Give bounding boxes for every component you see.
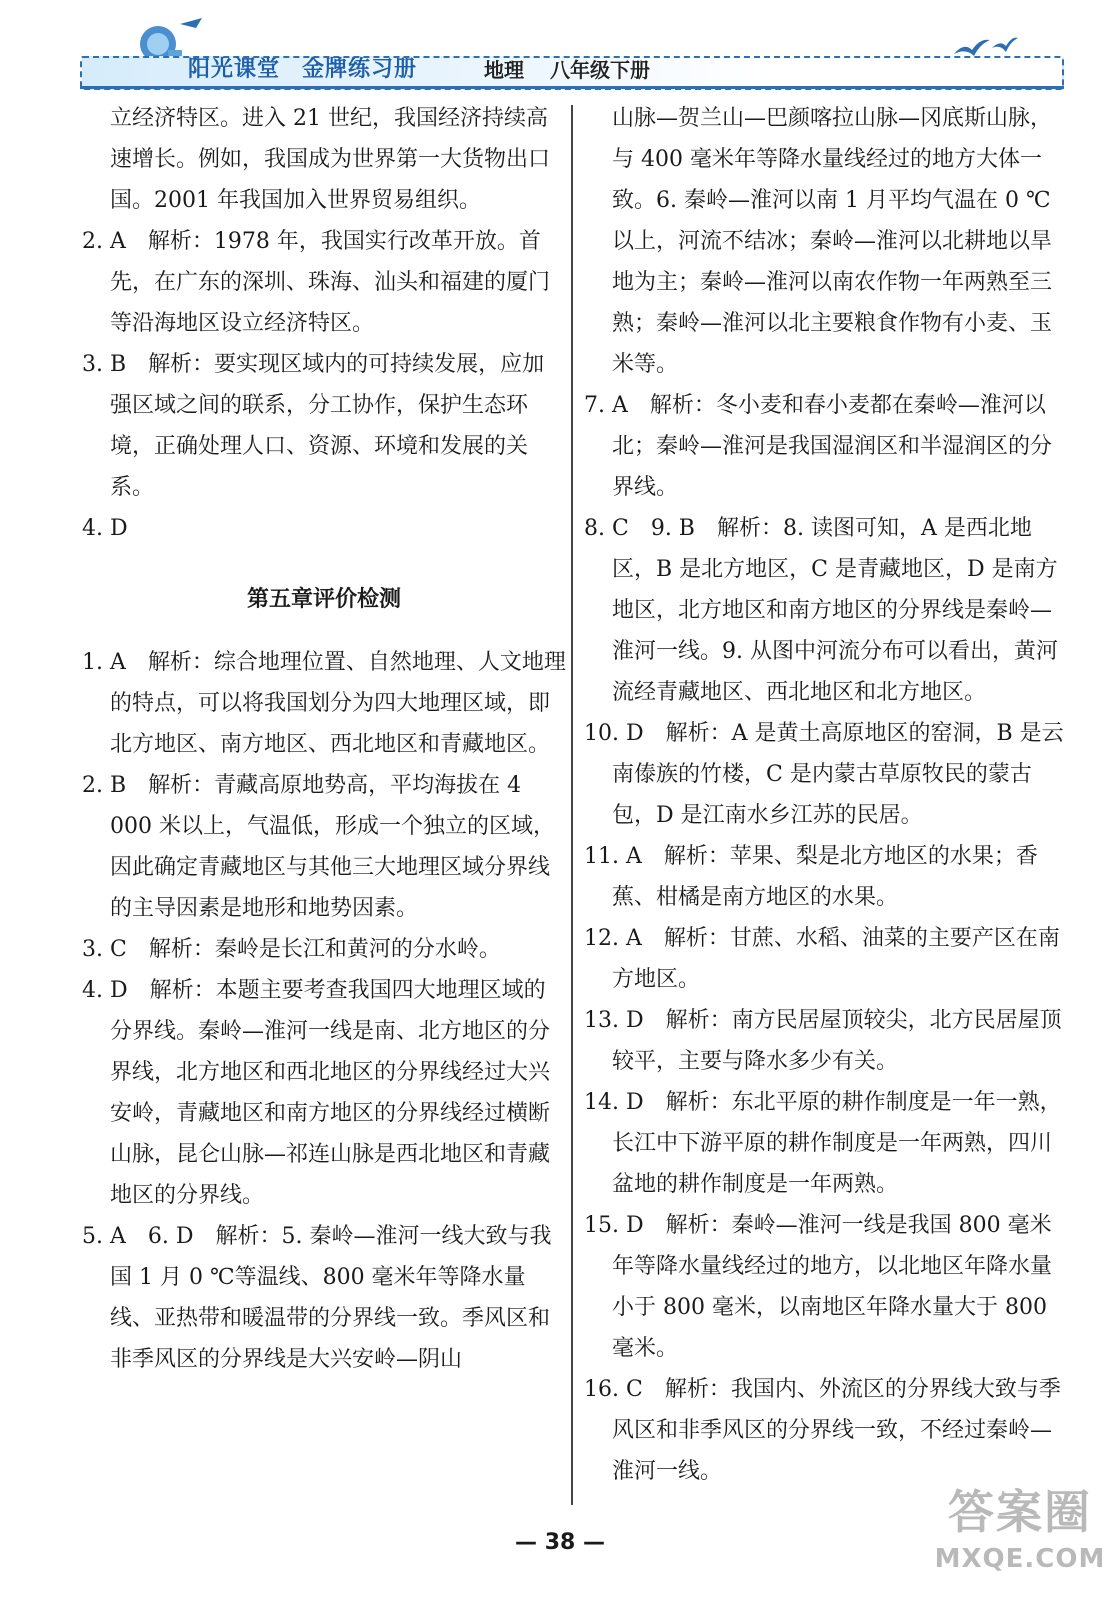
answer-item: 15. D 解析：秦岭—淮河一线是我国 800 毫米年等降水量线经过的地方，以北地区年降水量小于 800 毫米，以南地区年降水量大于 800 毫米。: [584, 1213, 1053, 1361]
answer-item: 2. A 解析：1978 年，我国实行改革开放。首先，在广东的深圳、珠海、汕头和福建的厦门等沿海地区设立经济特区。: [82, 229, 551, 336]
header-rule: [80, 86, 1064, 89]
answer-continuation: 山脉—贺兰山—巴颜喀拉山脉—冈底斯山脉，与 400 毫米年等降水量线经过的地方大体一致。6. 秦岭—淮河以南 1 月平均气温在 0 ℃以上，河流不结冰；秦岭—淮河以北耕地以旱地为主；秦岭—淮河以南农作物一年两熟至三熟；秦岭—淮河以北主要粮食作物有小麦、玉米等。: [612, 106, 1053, 377]
answer-item: 13. D 解析：南方民居屋顶较尖，北方民居屋顶较平，主要与降水多少有关。: [584, 1008, 1062, 1074]
page-header: [70, 0, 1060, 92]
answer-item: 7. A 解析：冬小麦和春小麦都在秦岭—淮河以北；秦岭—淮河是我国湿润区和半湿润区的分界线。: [584, 393, 1053, 500]
book-brand: [188, 55, 439, 85]
answer-item: 2. B 解析：青藏高原地势高，平均海拔在 4 000 米以上，气温低，形成一个独立的区域，因此确定青藏地区与其他三大地理区域分界线的主导因素是地形和地势因素。: [82, 773, 555, 921]
watermark: [930, 1480, 1110, 1595]
answer-item: 3. C 解析：秦岭是长江和黄河的分水岭。: [82, 937, 501, 962]
brand-title-2: 金牌练习册: [302, 57, 418, 82]
section-title: 第五章评价检测: [246, 587, 401, 612]
subject-label: 地理: [484, 58, 524, 82]
watermark-url: MXQE.COM: [934, 1544, 1106, 1574]
answer-item: 11. A 解析：苹果、梨是北方地区的水果；香蕉、柑橘是南方地区的水果。: [584, 844, 1038, 910]
right-column: [584, 98, 1070, 1492]
answer-item: 8. C 9. B 解析：8. 读图可知，A 是西北地区，B 是北方地区，C 是青藏地区，D 是南方地区，北方地区和南方地区的分界线是秦岭—淮河一线。9. 从图中河流分布可以看出，黄河流经青藏地区、西北地区和北方地区。: [584, 516, 1058, 705]
answer-item: 3. B 解析：要实现区域内的可持续发展，应加强区域之间的联系，分工协作，保护生态环境，正确处理人口、资源、环境和发展的关系。: [82, 352, 545, 500]
column-divider: [571, 105, 573, 1505]
answer-item: 4. D: [82, 516, 128, 541]
answer-item: 16. C 解析：我国内、外流区的分界线大致与季风区和非季风区的分界线一致，不经过秦岭—淮河一线。: [584, 1377, 1061, 1484]
birds-icon: [950, 28, 1020, 68]
page-number: — 38 —: [515, 1530, 605, 1555]
answer-item: 5. A 6. D 解析：5. 秦岭—淮河一线大致与我国 1 月 0 ℃等温线、800 毫米年等降水量线、亚热带和暖温带的分界线一致。季风区和非季风区的分界线是大兴安岭—阴山: [82, 1224, 552, 1372]
answer-item: 4. D 解析：本题主要考查我国四大地理区域的分界线。秦岭—淮河一线是南、北方地区的分界线，北方地区和西北地区的分界线经过大兴安岭，青藏地区和南方地区的分界线经过横断山脉，昆仑山脉—祁连山脉是西北地区和青藏地区的分界线。: [82, 978, 551, 1208]
book-subject: [484, 55, 676, 85]
grade-label: 八年级下册: [550, 58, 650, 82]
answer-item: 12. A 解析：甘蔗、水稻、油菜的主要产区在南方地区。: [584, 926, 1060, 992]
brand-title-1: 阳光课堂: [188, 57, 281, 82]
watermark-text: 答案圈: [948, 1485, 1092, 1539]
answer-continuation: 立经济特区。进入 21 世纪，我国经济持续高速增长。例如，我国成为世界第一大货物出口国。2001 年我国加入世界贸易组织。: [110, 106, 551, 213]
left-column: [82, 98, 566, 1380]
answer-item: 14. D 解析：东北平原的耕作制度是一年一熟，长江中下游平原的耕作制度是一年两熟，四川盆地的耕作制度是一年两熟。: [584, 1090, 1062, 1197]
answer-item: 1. A 解析：综合地理位置、自然地理、人文地理的特点，可以将我国划分为四大地理区域，即北方地区、南方地区、西北地区和青藏地区。: [82, 650, 566, 757]
answer-item: 10. D 解析：A 是黄土高原地区的窑洞，B 是云南傣族的竹楼，C 是内蒙古草原牧民的蒙古包，D 是江南水乡江苏的民居。: [584, 721, 1064, 828]
